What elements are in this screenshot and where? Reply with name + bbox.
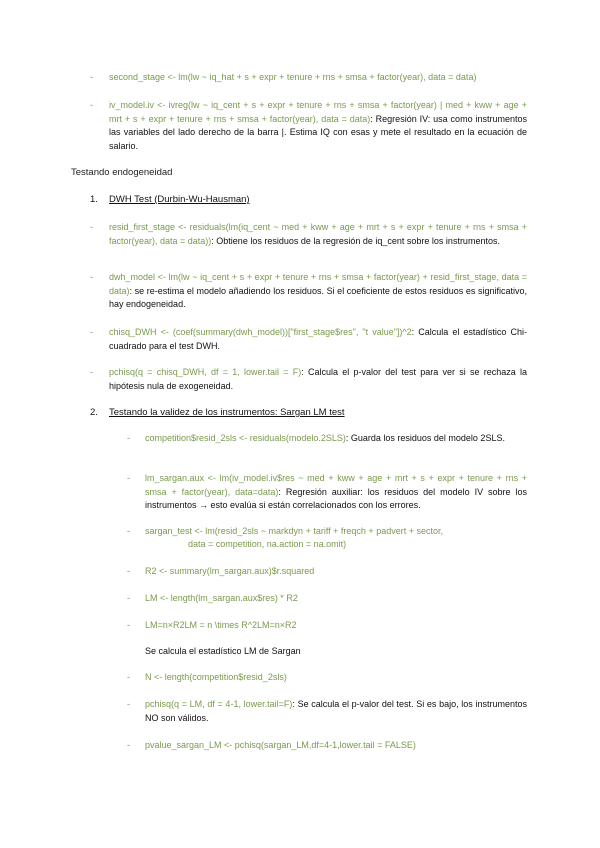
bullet-marker: - <box>127 566 130 576</box>
bullet-marker: - <box>127 620 130 630</box>
description-text: : Se calcula el p-valor del test. Si es bajo, los instrumentos NO son válidos. <box>145 699 527 723</box>
description-text: : Regresión IV: usa como instrumentos las variables del lado derecho de la barra |. Estima IQ con esas y mete el resultado en la ecuación de salario. <box>109 113 527 151</box>
code-line-r2 <box>145 565 314 578</box>
bullet-marker: - <box>127 699 130 709</box>
code-paragraph-dwh-model <box>109 271 527 312</box>
r-code: second_stage <- lm(lw ~ iq_hat + s + expr + tenure + rns + smsa + factor(year), data = data) <box>109 72 477 82</box>
r-code: data = competition, na.action = na.omit) <box>188 539 347 549</box>
code-line-lm-formula <box>145 619 297 632</box>
description-text: : Obtiene los residuos de la regresión de iq_cent sobre los instrumentos. <box>211 235 500 246</box>
bullet-marker: - <box>90 327 93 337</box>
r-code: LM=n×R2LM = n \times R^2LM=n×R2 <box>145 620 297 630</box>
bullet-marker: - <box>90 222 93 232</box>
code-paragraph-lm-sargan-aux <box>145 472 527 513</box>
lm-statistic-note <box>145 645 301 658</box>
r-code: LM <- length(lm_sargan.aux$res) * R2 <box>145 593 298 603</box>
code-line-second-stage <box>109 71 476 84</box>
description-text: Se calcula el estadístico LM de Sargan <box>145 646 301 656</box>
r-code: chisq_DWH <- (coef(summary(dwh_model))["first_stage$res", "t value"])^2 <box>109 327 412 337</box>
code-line-n <box>145 671 287 684</box>
r-code: dwh_model <- lm(lw ~ iq_cent + s + expr + tenure + rns + smsa + factor(year) + resid_first_stage, data = data) <box>109 272 527 296</box>
bullet-marker: - <box>90 272 93 282</box>
bullet-marker: - <box>90 72 93 82</box>
code-paragraph-chisq-dwh <box>109 326 527 353</box>
code-paragraph-competition-resid <box>145 432 527 446</box>
list-number: 2. <box>90 407 98 418</box>
r-code: pchisq(q = LM, df = 4-1, lower.tail=F) <box>145 699 293 709</box>
bullet-marker: - <box>90 100 93 110</box>
bullet-marker: - <box>127 473 130 483</box>
code-paragraph-resid-first-stage <box>109 221 527 248</box>
r-code: iv_model.iv <- ivreg(lw ~ iq_cent + s + expr + tenure + rns + smsa + factor(year) | med + kww + age + mrt + s + expr + tenure + rns + smsa + factor(year), data = data) <box>109 100 527 124</box>
code-line-lm <box>145 592 298 605</box>
bullet-marker: - <box>127 526 130 536</box>
section-heading: Testando endogeneidad <box>71 167 173 178</box>
bullet-marker: - <box>127 672 130 682</box>
description-text: : Guarda los residuos del modelo 2SLS. <box>345 433 505 443</box>
r-code: N <- length(competition$resid_2sls) <box>145 672 287 682</box>
code-line-pvalue-sargan <box>145 739 416 752</box>
description-text: : Calcula el estadístico Chi-cuadrado para el test DWH. <box>109 327 528 351</box>
r-code: pchisq(q = chisq_DWH, df = 1, lower.tail = F) <box>109 367 302 377</box>
bullet-marker: - <box>127 433 130 443</box>
subsection-title-dwh: DWH Test (Durbin-Wu-Hausman) <box>109 194 250 205</box>
r-code: competition$resid_2sls <- residuals(modelo.2SLS) <box>145 433 346 443</box>
description-text: : Regresión auxiliar: los residuos del modelo IV sobre los instrumentos → esto evalúa si están correlacionados con los errores. <box>145 486 527 510</box>
subsection-title-sargan: Testando la validez de los instrumentos: Sargan LM test <box>109 407 345 418</box>
description-text: : Calcula el p-valor del test para ver si se rechaza la hipótesis nula de exogeneidad. <box>109 367 527 391</box>
description-text: : se re-estima el modelo añadiendo los residuos. Si el coeficiente de estos residuos es significativo, hay endogeneidad. <box>109 285 527 309</box>
code-line-sargan-test-1 <box>145 525 443 538</box>
list-number: 1. <box>90 194 98 205</box>
r-code: resid_first_stage <- residuals(lm(iq_cent ~ med + kww + age + mrt + s + expr + tenure + rns + smsa + factor(year), data = data)) <box>109 222 527 246</box>
code-line-sargan-test-2 <box>188 538 346 551</box>
code-paragraph-ivreg <box>109 99 527 153</box>
r-code: R2 <- summary(lm_sargan.aux)$r.squared <box>145 566 315 576</box>
r-code: pvalue_sargan_LM <- pchisq(sargan_LM,df=4-1,lower.tail = FALSE) <box>145 740 416 750</box>
r-code: sargan_test <- lm(resid_2sls ~ markdyn + tariff + freqch + padvert + sector, <box>145 526 443 536</box>
bullet-marker: - <box>127 593 130 603</box>
bullet-marker: - <box>90 367 93 377</box>
bullet-marker: - <box>127 740 130 750</box>
code-paragraph-pchisq-dwh <box>109 366 527 393</box>
code-paragraph-pchisq-lm <box>145 698 527 725</box>
r-code: lm_sargan.aux <- lm(iv_model.iv$res ~ med + kww + age + mrt + s + expr + tenure + rns + smsa + factor(year), data=data) <box>145 473 527 497</box>
